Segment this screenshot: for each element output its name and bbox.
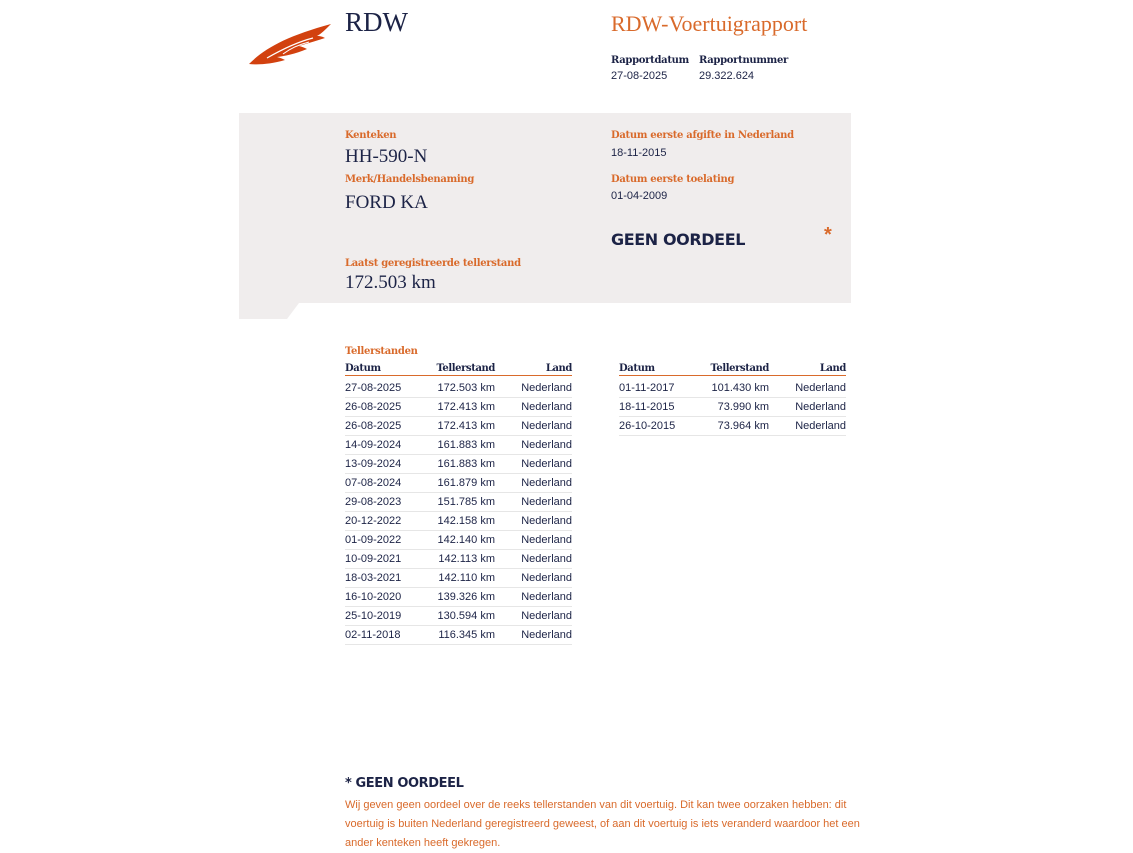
reading-country: Nederland xyxy=(769,417,846,436)
reading-country: Nederland xyxy=(495,474,572,493)
column-header-reading: Tellerstand xyxy=(427,362,495,376)
plate-value: HH-590-N xyxy=(345,146,428,167)
readings-table-left xyxy=(345,362,572,645)
reading-date: 01-11-2017 xyxy=(619,376,701,398)
rdw-wing-logo-icon xyxy=(247,20,333,68)
verdict-text: GEEN OORDEEL xyxy=(611,230,746,249)
reading-date: 26-10-2015 xyxy=(619,417,701,436)
reading-country: Nederland xyxy=(495,512,572,531)
first-issue-nl-value: 18-11-2015 xyxy=(611,147,667,159)
reading-date: 16-10-2020 xyxy=(345,588,427,607)
reading-value: 172.503 km xyxy=(427,376,495,398)
reading-value: 151.785 km xyxy=(427,493,495,512)
table-row xyxy=(345,569,572,588)
last-reading-label: Laatst geregistreerde tellerstand xyxy=(345,258,521,269)
verdict-marker: * xyxy=(824,224,832,246)
first-issue-nl-label: Datum eerste afgifte in Nederland xyxy=(611,130,794,141)
reading-country: Nederland xyxy=(495,493,572,512)
first-admission-value: 01-04-2009 xyxy=(611,190,668,202)
footnote-text: Wij geven geen oordeel over de reeks tellerstanden van dit voertuig. Dit kan twee oorzaken hebben: dit voertuig is buiten Nederland geregistreerd geweest, of aan dit voertuig is iets veranderd waardoor het een ander kenteken heeft gekregen. xyxy=(345,799,860,849)
table-row xyxy=(345,588,572,607)
reading-date: 14-09-2024 xyxy=(345,436,427,455)
vehicle-summary-panel xyxy=(239,113,851,303)
reading-value: 161.883 km xyxy=(427,455,495,474)
readings-title: Tellerstanden xyxy=(345,346,418,357)
panel-tab-decoration xyxy=(239,303,299,319)
reading-value: 139.326 km xyxy=(427,588,495,607)
reading-country: Nederland xyxy=(495,569,572,588)
table-row xyxy=(345,436,572,455)
reading-date: 10-09-2021 xyxy=(345,550,427,569)
reading-value: 172.413 km xyxy=(427,417,495,436)
reading-value: 172.413 km xyxy=(427,398,495,417)
table-row xyxy=(345,455,572,474)
table-row xyxy=(345,512,572,531)
report-date-label: Rapportdatum xyxy=(611,55,689,66)
reading-date: 13-09-2024 xyxy=(345,455,427,474)
reading-country: Nederland xyxy=(495,550,572,569)
table-row xyxy=(345,626,572,645)
reading-country: Nederland xyxy=(495,398,572,417)
reading-value: 161.879 km xyxy=(427,474,495,493)
reading-date: 02-11-2018 xyxy=(345,626,427,645)
column-header-country: Land xyxy=(769,362,846,376)
reading-value: 73.964 km xyxy=(701,417,769,436)
reading-country: Nederland xyxy=(769,376,846,398)
table-row xyxy=(345,474,572,493)
table-row xyxy=(619,417,846,436)
reading-date: 29-08-2023 xyxy=(345,493,427,512)
table-row xyxy=(345,493,572,512)
table-row xyxy=(345,607,572,626)
reading-value: 130.594 km xyxy=(427,607,495,626)
reading-value: 116.345 km xyxy=(427,626,495,645)
reading-date: 01-09-2022 xyxy=(345,531,427,550)
report-date: 27-08-2025 xyxy=(611,70,668,82)
table-row xyxy=(619,376,846,398)
reading-country: Nederland xyxy=(495,376,572,398)
reading-country: Nederland xyxy=(495,531,572,550)
footnote-title: * GEEN OORDEEL xyxy=(345,776,464,791)
reading-date: 26-08-2025 xyxy=(345,398,427,417)
last-reading-value: 172.503 km xyxy=(345,272,436,293)
reading-country: Nederland xyxy=(495,455,572,474)
reading-value: 142.140 km xyxy=(427,531,495,550)
reading-value: 101.430 km xyxy=(701,376,769,398)
column-header-country: Land xyxy=(495,362,572,376)
reading-date: 26-08-2025 xyxy=(345,417,427,436)
report-number-label: Rapportnummer xyxy=(699,55,788,66)
reading-country: Nederland xyxy=(495,436,572,455)
reading-country: Nederland xyxy=(495,417,572,436)
table-row xyxy=(345,417,572,436)
reading-date: 27-08-2025 xyxy=(345,376,427,398)
make-value: FORD KA xyxy=(345,192,428,213)
reading-date: 20-12-2022 xyxy=(345,512,427,531)
reading-value: 142.110 km xyxy=(427,569,495,588)
reading-country: Nederland xyxy=(495,607,572,626)
column-header-date: Datum xyxy=(345,362,427,376)
table-row xyxy=(619,398,846,417)
first-admission-label: Datum eerste toelating xyxy=(611,174,735,185)
reading-country: Nederland xyxy=(769,398,846,417)
reading-date: 18-11-2015 xyxy=(619,398,701,417)
make-label: Merk/Handelsbenaming xyxy=(345,174,475,185)
reading-date: 25-10-2019 xyxy=(345,607,427,626)
report-number: 29.322.624 xyxy=(699,70,755,82)
table-row xyxy=(345,398,572,417)
table-row xyxy=(345,531,572,550)
reading-value: 142.158 km xyxy=(427,512,495,531)
column-header-date: Datum xyxy=(619,362,701,376)
reading-date: 07-08-2024 xyxy=(345,474,427,493)
report-title: RDW-Voertuigrapport xyxy=(611,11,808,36)
reading-value: 73.990 km xyxy=(701,398,769,417)
table-row xyxy=(345,550,572,569)
reading-country: Nederland xyxy=(495,588,572,607)
table-row xyxy=(345,376,572,398)
reading-date: 18-03-2021 xyxy=(345,569,427,588)
column-header-reading: Tellerstand xyxy=(701,362,769,376)
readings-table-right xyxy=(619,362,846,436)
reading-value: 142.113 km xyxy=(427,550,495,569)
plate-label: Kenteken xyxy=(345,130,397,141)
reading-country: Nederland xyxy=(495,626,572,645)
brand-name: RDW xyxy=(345,7,408,37)
reading-value: 161.883 km xyxy=(427,436,495,455)
